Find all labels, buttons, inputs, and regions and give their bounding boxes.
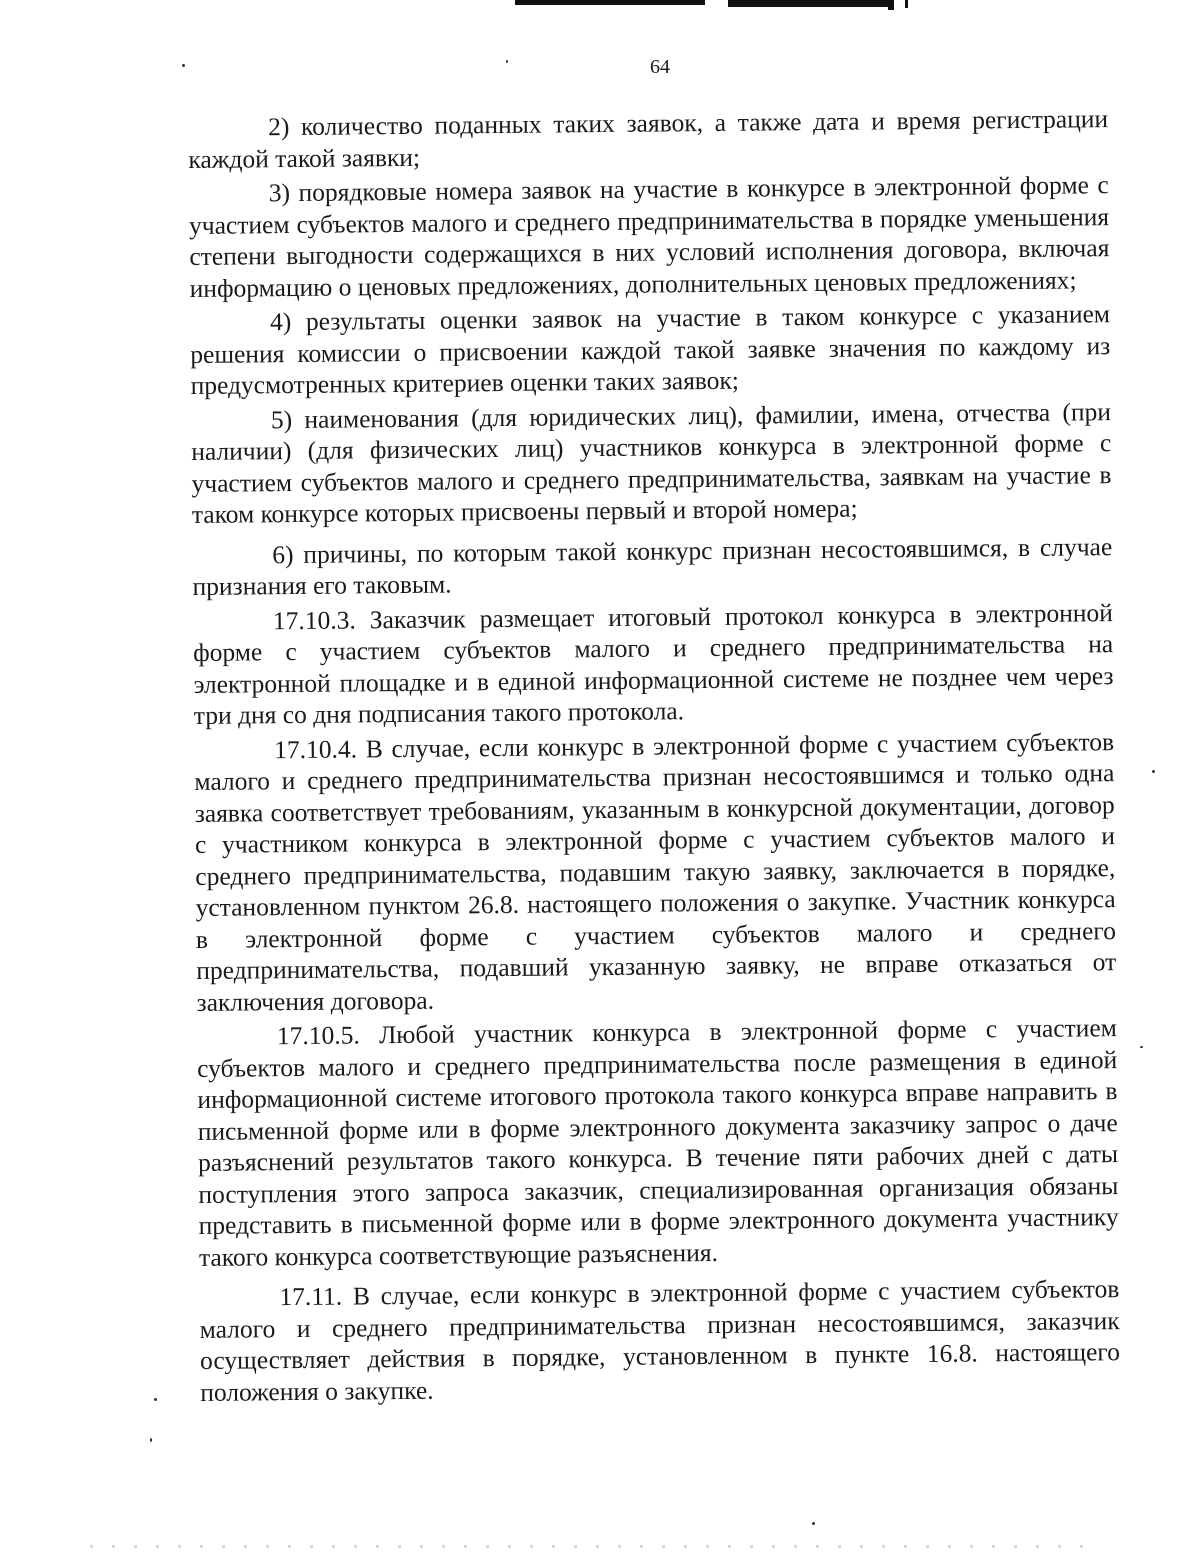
paragraph-17-10-4: 17.10.4. В случае, если конкурс в электронной форме с участием субъектов малого и среднего предпринимательства признан несостоявшимся и только одна заявка соответствует требованиям, указанным в конкурсной документации, договор с участником конкурса в электронной форме с участием субъектов малого и среднего предпринимательства, подавшим такую заявку, заключается в порядке, установленном пунктом 26.8. настоящего положения о закупке. Участник конкурса в электронной форме с участием субъектов малого и среднего предпринимательства, подавший указанную заявку, не вправе отказаться от заключения договора. [194, 726, 1117, 1017]
paragraph-17-10-3: 17.10.3. Заказчик размещает итоговый протокол конкурса в электронной форме с участием субъектов малого и среднего предпринимательства на электронной площадке и в единой информационной системе не позднее чем через три дня со дня подписания такого протокола. [193, 597, 1114, 730]
page-number: 64 [650, 56, 670, 78]
scan-speck [812, 1522, 815, 1525]
scan-speck [154, 1398, 157, 1401]
paragraph-item-4: 4) результаты оценки заявок на участие в таком конкурсе с указанием решения комиссии о присвоении каждой такой заявке значения по каждому из предусмотренных критериев оценки таких заявок; [190, 299, 1111, 400]
scan-bottom-noise [90, 1545, 1090, 1548]
scan-speck [1140, 1046, 1143, 1048]
paragraph-17-11: 17.11. В случае, если конкурс в электронной форме с участием субъектов малого и среднего предпринимательства признан несостоявшимся, заказчик осуществляет действия в порядке, установленном в пункте 16.8. настоящего положения о закупке. [199, 1274, 1121, 1407]
scan-speck [150, 1438, 152, 1442]
scan-edge-marks [0, 0, 1200, 14]
paragraph-item-6: 6) причины, по которым такой конкурс признан несостоявшимся, в случае признания его таковым. [192, 531, 1113, 601]
scan-speck [1152, 770, 1155, 773]
document-body [188, 103, 1120, 1411]
paragraph-item-2: 2) количество поданных таких заявок, а также дата и время регистрации каждой такой заявки; [188, 104, 1109, 174]
paragraph-item-3: 3) порядковые номера заявок на участие в конкурсе в электронной форме с участием субъектов малого и среднего предпринимательства в порядке уменьшения степени выгодности содержащихся в них условий исполнения договора, включая информацию о ценовых предложениях, дополнительных ценовых предложениях; [188, 170, 1110, 303]
paragraph-17-10-5: 17.10.5. Любой участник конкурса в электронной форме с участием субъектов малого и среднего предпринимательства после размещения в единой информационной системе итогового протокола такого конкурса вправе направить в письменной форме или в форме электронного документа заказчику запрос о даче разъяснений результатов такого конкурса. В течение пяти рабочих дней с даты поступления этого запроса заказчик, специализированная организация обязаны представить в письменной форме или в форме электронного документа участнику такого конкурса соответствующие разъяснения. [197, 1013, 1119, 1272]
scan-speck [182, 64, 185, 67]
paragraph-item-5: 5) наименования (для юридических лиц), фамилии, имена, отчества (при наличии) (для физических лиц) участников конкурса в электронной форме с участием субъектов малого и среднего предпринимательства, заявкам на участие в таком конкурсе которых присвоены первый и второй номера; [191, 396, 1112, 529]
scan-speck [506, 60, 508, 63]
